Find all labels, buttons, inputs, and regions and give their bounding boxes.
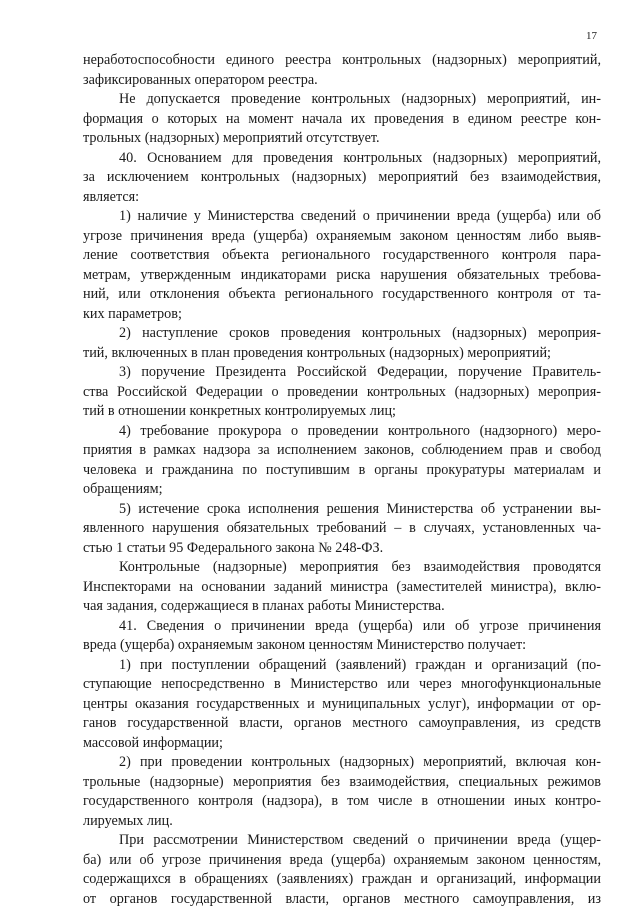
text-line: неработоспособности единого реестра контрольных (надзорных) мероприятий, [83, 51, 601, 71]
text-line: обращениям; [83, 480, 601, 500]
text-line: чая задания, содержащиеся в планах работы Министерства. [83, 597, 601, 617]
text-line: ких параметров; [83, 305, 601, 325]
text-line: тий, включенных в план проведения контрольных (надзорных) мероприятий; [83, 344, 601, 364]
text-line: от органов государственной власти, органов местного самоуправления, из [83, 890, 601, 909]
text-line: 2) при проведении контрольных (надзорных) мероприятий, включая кон- [83, 753, 601, 773]
text-line: ства Российской Федерации о проведении контрольных (надзорных) мероприя- [83, 383, 601, 403]
text-line: приятия в рамках надзора за исполнением законов, соблюдением прав и свобод [83, 441, 601, 461]
text-line: ганов государственной власти, органов местного самоуправления, из средств [83, 714, 601, 734]
text-line: 1) при поступлении обращений (заявлений) граждан и организаций (по- [83, 656, 601, 676]
text-line: 1) наличие у Министерства сведений о причинении вреда (ущерба) или об [83, 207, 601, 227]
text-line: При рассмотрении Министерством сведений о причинении вреда (ущер- [83, 831, 601, 851]
text-line: явленного нарушения обязательных требований – в случаях, установленных ча- [83, 519, 601, 539]
text-line: лируемых лиц. [83, 812, 601, 832]
text-line: угрозе причинения вреда (ущерба) охраняемым законом ценностям либо выяв- [83, 227, 601, 247]
text-line: 5) истечение срока исполнения решения Министерства об устранении вы- [83, 500, 601, 520]
text-line: ба) или об угрозе причинения вреда (ущерба) охраняемым законом ценностям, [83, 851, 601, 871]
text-line: ление соответствия объекта регионального государственного контроля пара- [83, 246, 601, 266]
text-line: 2) наступление сроков проведения контрольных (надзорных) мероприя- [83, 324, 601, 344]
text-line: за исключением контрольных (надзорных) мероприятий без взаимодействия, [83, 168, 601, 188]
text-line: зафиксированных оператором реестра. [83, 71, 601, 91]
document-body [83, 51, 601, 909]
text-line: массовой информации; [83, 734, 601, 754]
text-line: является: [83, 188, 601, 208]
text-line: вреда (ущерба) охраняемым законом ценностям Министерство получает: [83, 636, 601, 656]
text-line: центры оказания государственных и муниципальных услуг), информации от ор- [83, 695, 601, 715]
text-line: 4) требование прокурора о проведении контрольного (надзорного) меро- [83, 422, 601, 442]
text-line: метрам, утвержденным индикаторами риска нарушения обязательных требова- [83, 266, 601, 286]
text-line: содержащихся в обращениях (заявлениях) граждан и организаций, информации [83, 870, 601, 890]
text-line: 3) поручение Президента Российской Федерации, поручение Правитель- [83, 363, 601, 383]
page-number: 17 [586, 30, 597, 42]
text-line: 41. Сведения о причинении вреда (ущерба) или об угрозе причинения [83, 617, 601, 637]
text-line: 40. Основанием для проведения контрольных (надзорных) мероприятий, [83, 149, 601, 169]
text-line: ступающие непосредственно в Министерство или через многофункциональные [83, 675, 601, 695]
text-line: Инспекторами на основании заданий министра (заместителей министра), вклю- [83, 578, 601, 598]
text-line: Не допускается проведение контрольных (надзорных) мероприятий, ин- [83, 90, 601, 110]
text-line: человека и гражданина по поступившим в органы прокуратуры материалам и [83, 461, 601, 481]
text-line: трольных (надзорных) мероприятий отсутствует. [83, 129, 601, 149]
text-line: тий в отношении конкретных контролируемых лиц; [83, 402, 601, 422]
text-line: стью 1 статьи 95 Федерального закона № 248-ФЗ. [83, 539, 601, 559]
text-line: Контрольные (надзорные) мероприятия без взаимодействия проводятся [83, 558, 601, 578]
text-line: трольные (надзорные) мероприятия без взаимодействия, специальных режимов [83, 773, 601, 793]
text-line: ний, или отклонения объекта регионального государственного контроля от та- [83, 285, 601, 305]
text-line: государственного контроля (надзора), в том числе в отношении иных контро- [83, 792, 601, 812]
text-line: формация о которых на момент начала их проведения в едином реестре кон- [83, 110, 601, 130]
